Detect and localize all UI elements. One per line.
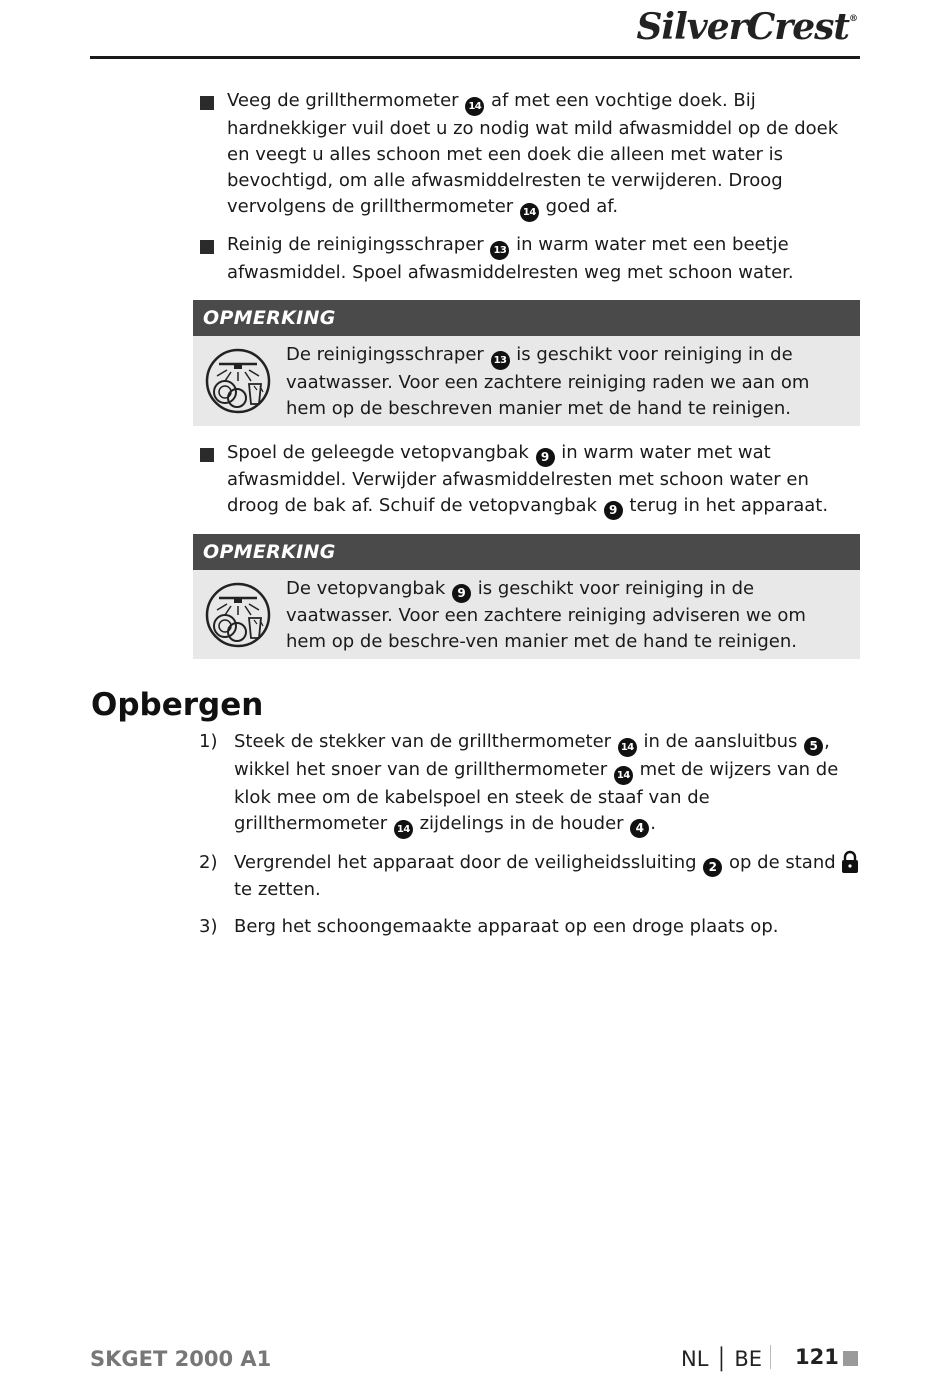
part-reference-badge: 14 xyxy=(394,820,413,839)
bullet-item xyxy=(227,232,860,286)
part-reference-badge: 2 xyxy=(703,858,722,877)
part-reference-badge: 14 xyxy=(618,738,637,757)
text-segment: goed af. xyxy=(539,196,619,217)
text-segment: in warm water met een beetje afwasmiddel. Spoel afwasmiddelresten weg met schoon water. xyxy=(227,234,794,283)
bullet-item xyxy=(227,440,860,520)
step-number: 3) xyxy=(199,916,218,937)
part-reference-badge: 14 xyxy=(465,97,484,116)
dishwasher-icon xyxy=(205,582,271,648)
page-footer xyxy=(0,1345,950,1375)
text-segment: zijdelings in de houder xyxy=(413,813,630,834)
step-item xyxy=(199,729,860,839)
step-item xyxy=(199,850,860,903)
lock-icon xyxy=(841,850,859,874)
text-segment: . xyxy=(650,813,657,834)
footer-model: SKGET 2000 A1 xyxy=(90,1347,272,1371)
step-number: 1) xyxy=(199,731,218,752)
text-segment: af met een vochtige doek. Bij hardnekkiger vuil doet u zo nodig wat mild afwasmiddel op de doek en veegt u alles schoon met een doek die alleen met water is bevochtigd, om alle afwasmiddelresten te verwijderen. Droog vervolgens de grillthermometer xyxy=(227,90,839,217)
text-segment: op de stand xyxy=(723,852,842,873)
part-reference-badge: 14 xyxy=(614,766,633,785)
part-reference-badge: 9 xyxy=(452,584,471,603)
bullet-item xyxy=(227,88,860,222)
text-segment: Spoel de geleegde vetopvangbak xyxy=(227,442,535,463)
text-segment: in de aansluitbus xyxy=(637,731,804,752)
note-body xyxy=(193,336,860,426)
text-segment: Steek de stekker van de grillthermometer xyxy=(234,731,617,752)
part-reference-badge: 5 xyxy=(804,737,823,756)
text-segment: terug in het apparaat. xyxy=(623,495,829,516)
page-content xyxy=(0,88,950,951)
note-box xyxy=(193,300,860,426)
step-number: 2) xyxy=(199,852,218,873)
part-reference-badge: 9 xyxy=(536,448,555,467)
bullet-square-icon xyxy=(200,96,214,110)
text-segment: Vergrendel het apparaat door de veiligheidssluiting xyxy=(234,852,703,873)
text-segment: is geschikt voor reiniging in de vaatwasser. Voor een zachtere reiniging raden we aan om hem op de beschreven manier met de hand te reinigen. xyxy=(286,344,810,419)
text-segment: , wikkel het snoer van de grillthermometer xyxy=(234,731,830,780)
note-title: OPMERKING xyxy=(193,534,860,570)
footer-language: NL │ BE xyxy=(681,1347,763,1371)
text-segment: Veeg de grillthermometer xyxy=(227,90,465,111)
note-body xyxy=(193,570,860,659)
header-rule xyxy=(90,56,860,59)
text-segment: Berg het schoongemaakte apparaat op een droge plaats op. xyxy=(234,916,779,937)
note-box xyxy=(193,534,860,659)
text-segment: te zetten. xyxy=(234,879,321,900)
footer-square-icon xyxy=(843,1351,858,1366)
note-title: OPMERKING xyxy=(193,300,860,336)
text-segment: De reinigingsschraper xyxy=(286,344,490,365)
text-segment: is geschikt voor reiniging in de vaatwasser. Voor een zachtere reiniging adviseren we om hem op de beschre-ven manier met de hand te reinigen. xyxy=(286,578,806,652)
text-segment: De vetopvangbak xyxy=(286,578,451,599)
part-reference-badge: 14 xyxy=(520,203,539,222)
section-heading: Opbergen xyxy=(91,687,264,723)
text-segment: met de wijzers van de klok mee om de kabelspoel en steek de staaf van de grillthermometer xyxy=(234,759,839,834)
bullet-square-icon xyxy=(200,240,214,254)
footer-divider xyxy=(770,1345,771,1369)
dishwasher-icon xyxy=(205,348,271,414)
brand-logo: SilverCrest® xyxy=(636,6,858,48)
part-reference-badge: 4 xyxy=(630,819,649,838)
part-reference-badge: 13 xyxy=(490,241,509,260)
bullet-square-icon xyxy=(200,448,214,462)
part-reference-badge: 9 xyxy=(604,501,623,520)
text-segment: in warm water met wat afwasmiddel. Verwijder afwasmiddelresten met schoon water en droog de bak af. Schuif de vetopvangbak xyxy=(227,442,809,516)
steps-list xyxy=(0,729,950,940)
step-item xyxy=(199,914,860,940)
part-reference-badge: 13 xyxy=(491,351,510,370)
page-number: 121 xyxy=(795,1345,839,1369)
text-segment: Reinig de reinigingsschraper xyxy=(227,234,490,255)
